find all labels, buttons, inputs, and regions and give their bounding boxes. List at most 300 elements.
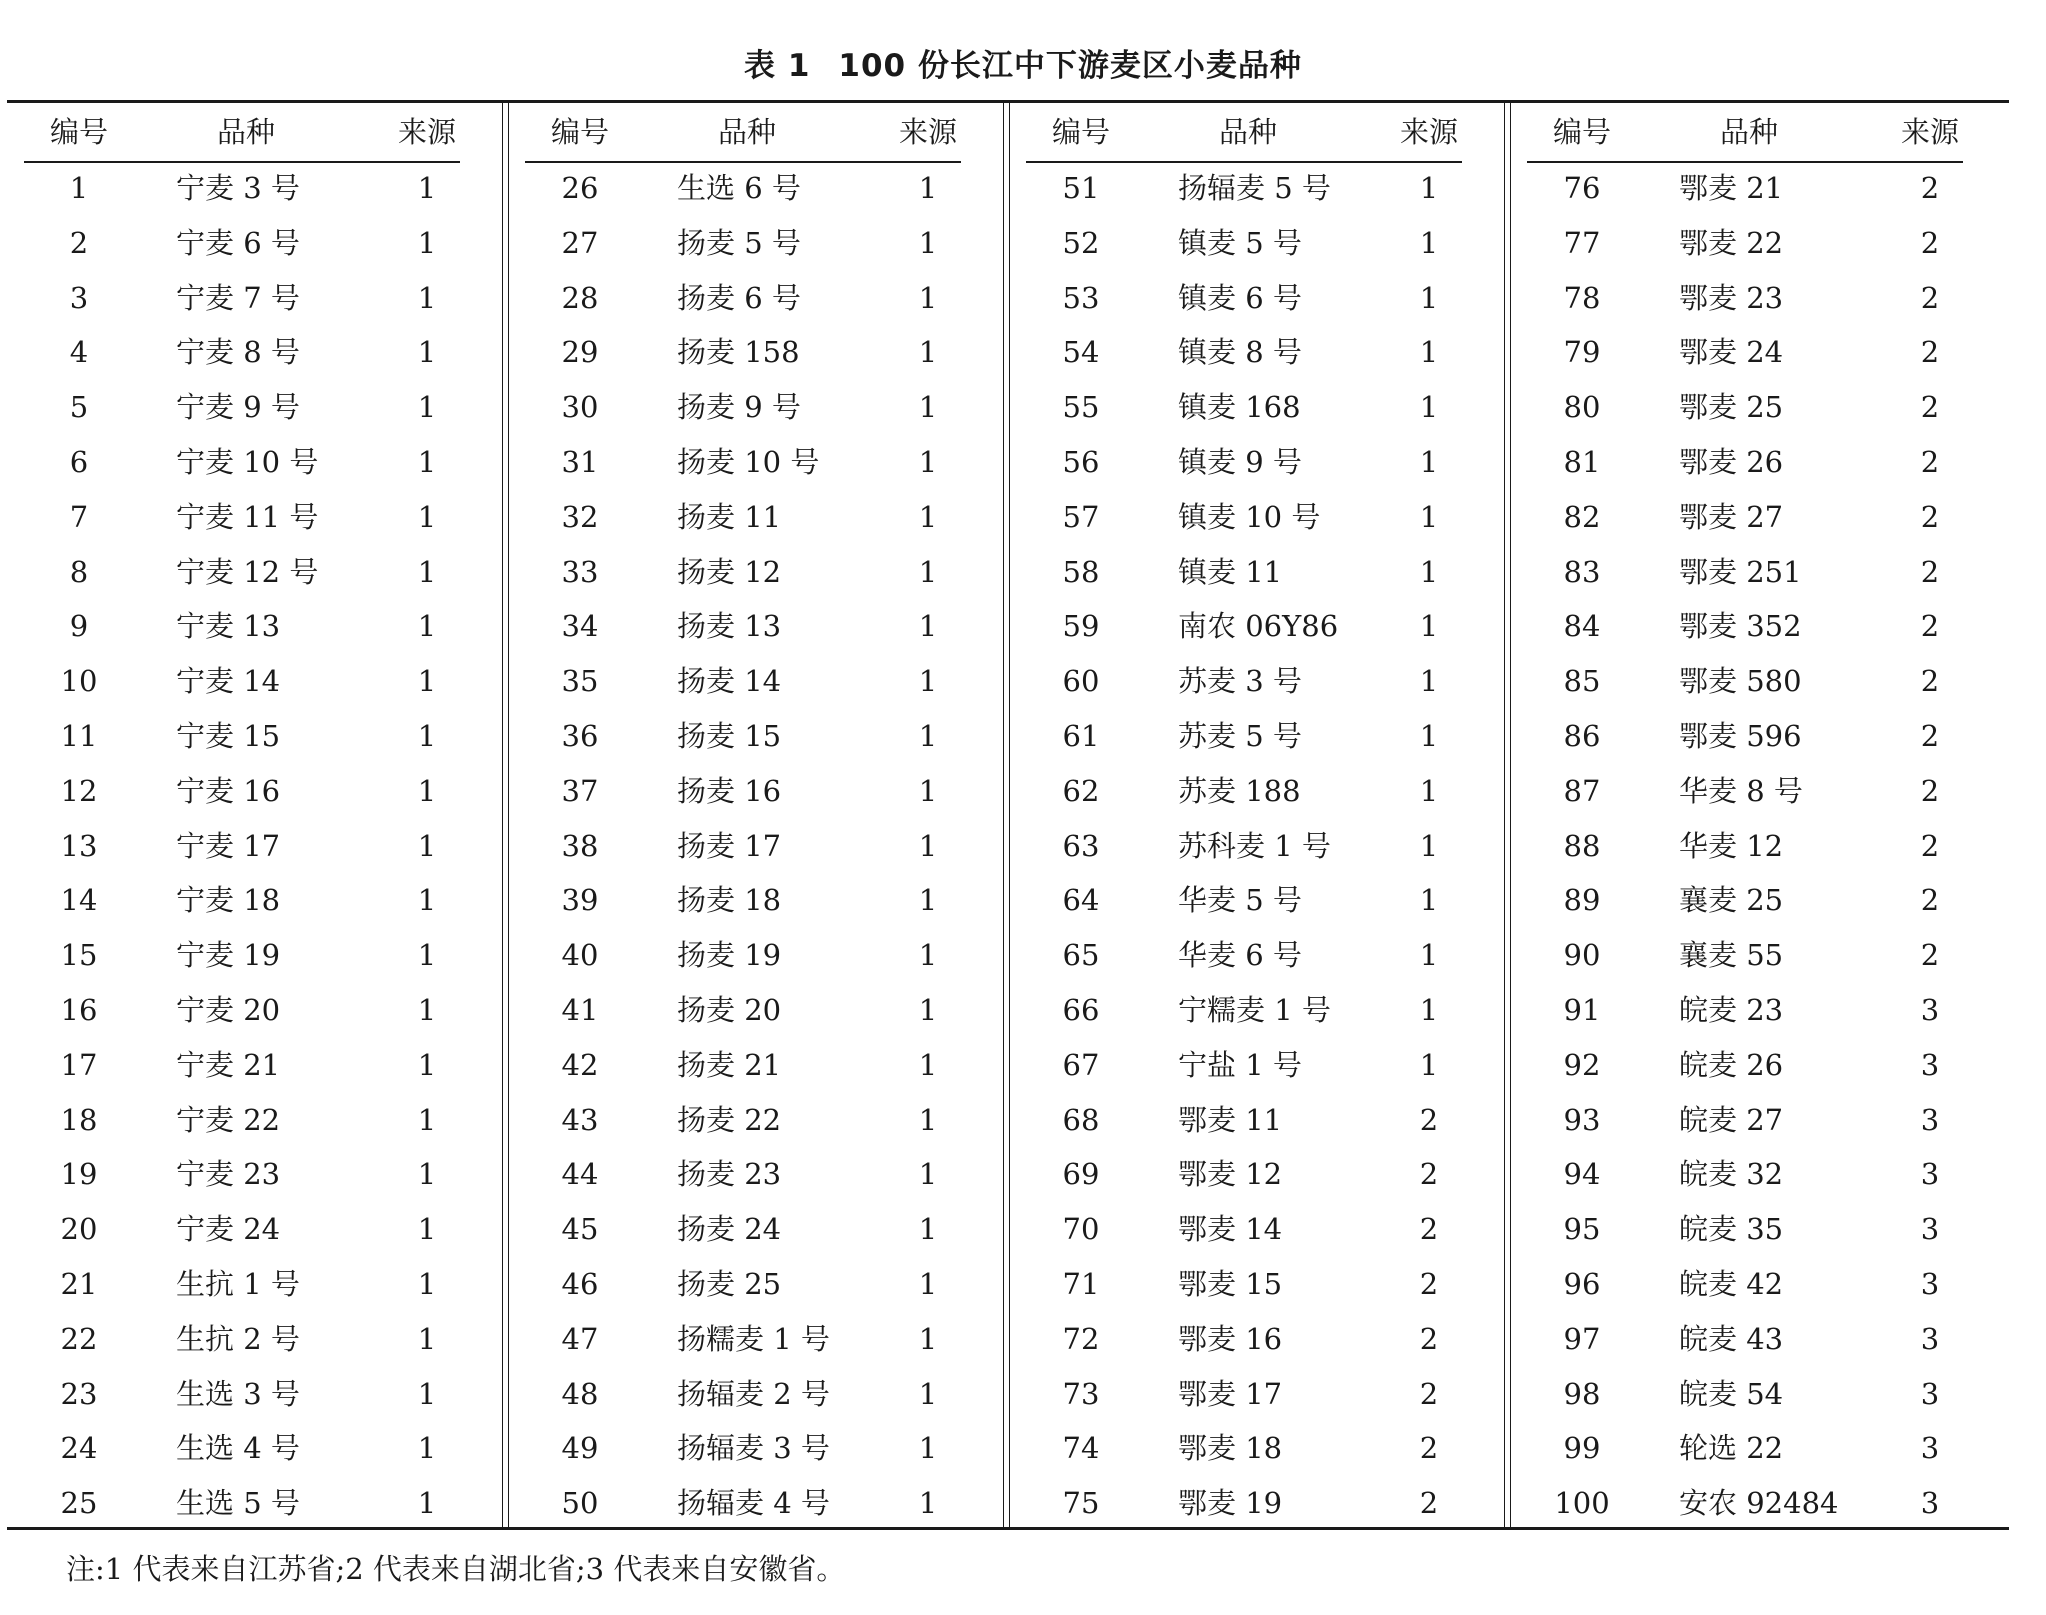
cell-source: 3 [1920, 1212, 1940, 1247]
cell-source: 1 [417, 609, 437, 644]
cell-source: 1 [918, 390, 938, 425]
cell-variety: 生抗 2 号 [176, 1321, 300, 1356]
table-row [1510, 161, 1980, 216]
table-row [508, 1147, 978, 1202]
cell-variety: 镇麦 9 号 [1178, 445, 1302, 479]
header-id: 编号 [1051, 115, 1110, 149]
cell-id: 32 [561, 499, 599, 534]
cell-source: 1 [417, 1321, 437, 1356]
cell-id: 87 [1563, 773, 1601, 808]
table-row [1510, 545, 1980, 600]
table-row [1009, 1421, 1479, 1476]
cell-variety: 鄂麦 17 [1178, 1376, 1283, 1411]
cell-variety: 生选 6 号 [677, 171, 801, 205]
cell-source: 1 [417, 1102, 437, 1137]
cell-id: 60 [1062, 664, 1100, 699]
cell-id: 98 [1563, 1376, 1601, 1411]
cell-source: 1 [918, 1047, 938, 1082]
cell-id: 88 [1563, 828, 1601, 863]
cell-id: 78 [1563, 280, 1601, 315]
cell-id: 4 [69, 335, 89, 370]
cell-variety: 镇麦 5 号 [1178, 225, 1302, 260]
cell-variety: 镇麦 11 [1178, 554, 1283, 589]
table-row [7, 928, 477, 983]
cell-id: 13 [60, 828, 98, 863]
cell-source: 1 [417, 554, 437, 589]
table-row [1009, 654, 1479, 709]
cell-source: 2 [1920, 335, 1940, 370]
cell-source: 1 [417, 1376, 437, 1411]
cell-id: 39 [561, 883, 599, 918]
cell-variety: 扬麦 11 [677, 499, 782, 534]
cell-id: 84 [1563, 609, 1601, 644]
cell-source: 2 [1920, 773, 1940, 808]
cell-source: 3 [1920, 1047, 1940, 1082]
cell-source: 1 [918, 499, 938, 534]
cell-variety: 宁麦 11 号 [176, 499, 319, 534]
table-row [7, 654, 477, 709]
cell-id: 96 [1563, 1267, 1601, 1301]
cell-variety: 鄂麦 580 [1679, 664, 1802, 699]
cell-variety: 扬麦 9 号 [677, 390, 801, 425]
table-row [7, 161, 477, 216]
cell-id: 34 [561, 609, 599, 644]
cell-variety: 扬麦 14 [677, 664, 782, 699]
cell-source: 1 [918, 828, 938, 863]
table-row [1009, 1257, 1479, 1312]
table-row [7, 1367, 477, 1422]
cell-source: 3 [1920, 993, 1940, 1027]
cell-variety: 鄂麦 24 [1679, 335, 1784, 370]
table-row [1510, 1257, 1980, 1312]
header-name: 品种 [1218, 115, 1277, 149]
cell-variety: 鄂麦 19 [1178, 1486, 1283, 1521]
cell-source: 1 [918, 1157, 938, 1192]
cell-variety: 皖麦 23 [1679, 993, 1784, 1027]
cell-id: 79 [1563, 335, 1601, 370]
cell-source: 2 [1419, 1157, 1439, 1192]
table-row [1510, 380, 1980, 435]
cell-source: 1 [918, 1321, 938, 1356]
table-row [1009, 1202, 1479, 1257]
cell-variety: 鄂麦 25 [1679, 390, 1784, 425]
cell-source: 1 [918, 609, 938, 644]
table-row [508, 1202, 978, 1257]
cell-id: 83 [1563, 554, 1601, 589]
cell-id: 45 [561, 1212, 599, 1247]
cell-id: 70 [1062, 1212, 1100, 1247]
table-row [508, 819, 978, 874]
cell-variety: 宁麦 9 号 [176, 390, 300, 425]
cell-variety: 苏麦 188 [1178, 773, 1301, 808]
cell-source: 2 [1920, 280, 1940, 315]
table-row [1009, 819, 1479, 874]
cell-source: 1 [1419, 225, 1439, 260]
cell-id: 93 [1563, 1102, 1601, 1137]
header-name: 品种 [1719, 115, 1778, 149]
cell-variety: 华麦 12 [1679, 828, 1784, 863]
cell-id: 64 [1062, 883, 1100, 918]
table-row [1009, 1038, 1479, 1093]
cell-variety: 扬麦 18 [677, 883, 782, 918]
table-row [508, 325, 978, 380]
cell-source: 3 [1920, 1157, 1940, 1192]
cell-id: 37 [561, 773, 599, 808]
cell-variety: 宁麦 18 [176, 883, 281, 918]
cell-source: 2 [1419, 1212, 1439, 1247]
cell-variety: 扬辐麦 2 号 [677, 1376, 830, 1411]
cell-variety: 苏麦 5 号 [1178, 719, 1302, 753]
header-id: 编号 [1552, 115, 1611, 149]
cell-source: 2 [1920, 828, 1940, 863]
table-row [1009, 928, 1479, 983]
table-row [1510, 1093, 1980, 1148]
table-column-group [7, 103, 477, 1527]
cell-id: 62 [1062, 773, 1100, 808]
table-row [1510, 873, 1980, 928]
cell-id: 36 [561, 719, 599, 753]
cell-source: 1 [1419, 445, 1439, 479]
cell-id: 29 [561, 335, 599, 370]
cell-source: 2 [1920, 390, 1940, 425]
cell-source: 2 [1419, 1486, 1439, 1521]
table-row [1510, 654, 1980, 709]
cell-source: 3 [1920, 1376, 1940, 1411]
header-id: 编号 [49, 115, 108, 149]
table-row [1009, 545, 1479, 600]
cell-variety: 皖麦 35 [1679, 1212, 1784, 1247]
table-row [1510, 1421, 1980, 1476]
cell-variety: 扬麦 19 [677, 938, 782, 973]
table-note: 注:1 代表来自江苏省;2 代表来自湖北省;3 代表来自安徽省。 [66, 1552, 846, 1586]
cell-source: 1 [417, 171, 437, 205]
table-row [508, 1038, 978, 1093]
cell-source: 1 [417, 390, 437, 425]
cell-source: 1 [417, 1157, 437, 1192]
table-caption [0, 40, 2046, 85]
table-row [508, 1093, 978, 1148]
table-row [1510, 928, 1980, 983]
cell-variety: 鄂麦 352 [1679, 609, 1802, 644]
cell-variety: 华麦 6 号 [1178, 938, 1302, 973]
table-row [1510, 983, 1980, 1038]
cell-id: 56 [1062, 445, 1100, 479]
table-row [1009, 1367, 1479, 1422]
cell-variety: 宁麦 21 [176, 1047, 281, 1082]
table-row [1009, 435, 1479, 490]
cell-source: 1 [1419, 883, 1439, 918]
cell-source: 3 [1920, 1486, 1940, 1521]
cell-source: 1 [1419, 609, 1439, 644]
table-caption-title: 100 份长江中下游麦区小麦品种 [838, 48, 1302, 84]
cell-id: 77 [1563, 225, 1601, 260]
cell-variety: 鄂麦 596 [1679, 719, 1802, 753]
cell-source: 1 [918, 993, 938, 1027]
table-row [7, 1312, 477, 1367]
cell-id: 52 [1062, 225, 1100, 260]
cell-variety: 宁盐 1 号 [1178, 1047, 1302, 1082]
table-row [7, 1202, 477, 1257]
cell-id: 5 [69, 390, 89, 425]
cell-id: 41 [561, 993, 599, 1027]
table-row [508, 490, 978, 545]
cell-id: 72 [1062, 1321, 1100, 1356]
cell-id: 59 [1062, 609, 1100, 644]
table-row [508, 1312, 978, 1367]
table-row [7, 709, 477, 764]
cell-variety: 皖麦 27 [1679, 1102, 1784, 1137]
table-row [508, 983, 978, 1038]
cell-variety: 扬麦 12 [677, 554, 782, 589]
cell-id: 66 [1062, 993, 1100, 1027]
cell-variety: 宁麦 7 号 [176, 280, 300, 315]
cell-id: 95 [1563, 1212, 1601, 1247]
cell-source: 1 [1419, 664, 1439, 699]
cell-variety: 扬辐麦 5 号 [1178, 171, 1331, 205]
cell-source: 1 [417, 499, 437, 534]
cell-source: 2 [1920, 664, 1940, 699]
cell-id: 97 [1563, 1321, 1601, 1356]
cell-source: 2 [1920, 499, 1940, 534]
cell-variety: 扬麦 21 [677, 1047, 782, 1082]
table-row [1510, 764, 1980, 819]
cell-id: 3 [69, 280, 89, 315]
cell-variety: 扬糯麦 1 号 [677, 1321, 830, 1356]
cell-source: 1 [1419, 280, 1439, 315]
table-row [7, 599, 477, 654]
cell-id: 30 [561, 390, 599, 425]
header-name: 品种 [216, 115, 275, 149]
cell-variety: 扬麦 16 [677, 773, 782, 808]
table-row [508, 435, 978, 490]
cell-source: 1 [417, 993, 437, 1027]
table-row [1009, 271, 1479, 326]
header-source: 来源 [397, 115, 456, 149]
table-row [7, 325, 477, 380]
cell-id: 65 [1062, 938, 1100, 973]
cell-variety: 华麦 8 号 [1679, 773, 1803, 808]
cell-source: 3 [1920, 1102, 1940, 1137]
cell-id: 11 [60, 719, 98, 753]
cell-source: 2 [1920, 883, 1940, 918]
cell-variety: 皖麦 42 [1679, 1267, 1784, 1301]
cell-id: 46 [561, 1267, 599, 1301]
cell-id: 15 [60, 938, 98, 973]
cell-source: 2 [1920, 554, 1940, 589]
cell-variety: 宁麦 3 号 [176, 171, 300, 205]
cell-variety: 鄂麦 251 [1679, 554, 1802, 589]
cell-variety: 鄂麦 21 [1679, 171, 1784, 205]
table-row [508, 1367, 978, 1422]
table-row [7, 1476, 477, 1531]
cell-id: 81 [1563, 445, 1601, 479]
cell-source: 3 [1920, 1321, 1940, 1356]
cell-variety: 扬麦 158 [677, 335, 800, 370]
cell-id: 31 [561, 445, 599, 479]
cell-id: 20 [60, 1212, 98, 1247]
cell-variety: 镇麦 10 号 [1178, 499, 1321, 534]
table-row [1510, 216, 1980, 271]
cell-variety: 镇麦 8 号 [1178, 335, 1302, 370]
table-row [1510, 1312, 1980, 1367]
cell-variety: 宁麦 19 [176, 938, 281, 973]
table-row [7, 1147, 477, 1202]
table-row [508, 1421, 978, 1476]
cell-variety: 扬辐麦 3 号 [677, 1431, 830, 1466]
cell-variety: 扬麦 15 [677, 719, 782, 753]
cell-id: 27 [561, 225, 599, 260]
cell-variety: 苏科麦 1 号 [1178, 828, 1331, 863]
cell-id: 80 [1563, 390, 1601, 425]
cell-variety: 安农 92484 [1679, 1486, 1839, 1521]
cell-source: 2 [1419, 1102, 1439, 1137]
cell-variety: 生抗 1 号 [176, 1267, 300, 1301]
cell-source: 2 [1419, 1376, 1439, 1411]
table-row [1009, 1312, 1479, 1367]
table-row [1009, 873, 1479, 928]
table-row [508, 709, 978, 764]
table-row [1009, 161, 1479, 216]
cell-variety: 镇麦 168 [1178, 390, 1301, 425]
table-row [1510, 1367, 1980, 1422]
table-row [7, 1093, 477, 1148]
cell-id: 48 [561, 1376, 599, 1411]
table-column-group [1009, 103, 1479, 1527]
table-row [1510, 1476, 1980, 1531]
table-row [7, 545, 477, 600]
cell-variety: 宁麦 20 [176, 993, 281, 1027]
table-row [7, 819, 477, 874]
cell-id: 57 [1062, 499, 1100, 534]
cell-id: 49 [561, 1431, 599, 1466]
cell-id: 76 [1563, 171, 1601, 205]
cell-variety: 宁糯麦 1 号 [1178, 993, 1331, 1027]
cell-source: 1 [1419, 938, 1439, 973]
cell-source: 1 [918, 1212, 938, 1247]
table-row [7, 764, 477, 819]
cell-variety: 宁麦 13 [176, 609, 281, 644]
cell-variety: 扬麦 5 号 [677, 225, 801, 260]
cell-variety: 宁麦 23 [176, 1157, 281, 1192]
table-row [508, 1476, 978, 1531]
cell-source: 1 [1419, 1047, 1439, 1082]
table-header-row [508, 103, 978, 161]
cell-variety: 生选 5 号 [176, 1486, 300, 1521]
cell-id: 18 [60, 1102, 98, 1137]
cell-variety: 扬麦 22 [677, 1102, 782, 1137]
cell-id: 25 [60, 1486, 98, 1521]
cell-variety: 宁麦 14 [176, 664, 281, 699]
cell-source: 1 [417, 773, 437, 808]
cell-id: 9 [69, 609, 89, 644]
cell-id: 6 [69, 445, 89, 479]
table-row [1510, 599, 1980, 654]
cell-source: 1 [417, 335, 437, 370]
cell-id: 55 [1062, 390, 1100, 425]
cell-source: 1 [417, 1486, 437, 1521]
cell-source: 1 [918, 773, 938, 808]
cell-id: 58 [1062, 554, 1100, 589]
cell-source: 1 [918, 554, 938, 589]
table-row [508, 873, 978, 928]
cell-variety: 宁麦 12 号 [176, 554, 319, 589]
table-row [508, 271, 978, 326]
cell-variety: 皖麦 43 [1679, 1321, 1784, 1356]
table-row [1510, 325, 1980, 380]
cell-variety: 扬麦 13 [677, 609, 782, 644]
cell-variety: 宁麦 16 [176, 773, 281, 808]
cell-id: 26 [561, 171, 599, 205]
cell-id: 19 [60, 1157, 98, 1192]
cell-source: 1 [1419, 171, 1439, 205]
table-row [7, 435, 477, 490]
cell-id: 17 [60, 1047, 98, 1082]
cell-variety: 生选 4 号 [176, 1431, 300, 1466]
cell-source: 2 [1419, 1321, 1439, 1356]
cell-variety: 鄂麦 27 [1679, 499, 1784, 534]
cell-id: 85 [1563, 664, 1601, 699]
cell-source: 3 [1920, 1267, 1940, 1301]
table-column-group [1510, 103, 1980, 1527]
cell-source: 2 [1920, 938, 1940, 973]
cell-variety: 宁麦 24 [176, 1212, 281, 1247]
cell-source: 1 [1419, 993, 1439, 1027]
table-row [508, 928, 978, 983]
cell-variety: 鄂麦 14 [1178, 1212, 1283, 1247]
cell-source: 1 [1419, 335, 1439, 370]
cell-variety: 宁麦 15 [176, 719, 281, 753]
cell-id: 1 [69, 171, 89, 205]
table-row [7, 216, 477, 271]
cell-source: 1 [918, 280, 938, 315]
cell-id: 28 [561, 280, 599, 315]
cell-source: 1 [1419, 390, 1439, 425]
table-row [508, 654, 978, 709]
cell-variety: 扬麦 6 号 [677, 280, 801, 315]
cell-variety: 扬麦 17 [677, 828, 782, 863]
cell-variety: 宁麦 8 号 [176, 335, 300, 370]
cell-id: 23 [60, 1376, 98, 1411]
header-name: 品种 [717, 115, 776, 149]
table-row [508, 764, 978, 819]
cell-source: 1 [1419, 554, 1439, 589]
cell-source: 1 [1419, 828, 1439, 863]
cell-id: 14 [60, 883, 98, 918]
table-row [7, 1421, 477, 1476]
cell-variety: 皖麦 32 [1679, 1157, 1784, 1192]
cell-id: 50 [561, 1486, 599, 1521]
cell-variety: 扬麦 23 [677, 1157, 782, 1192]
cell-variety: 苏麦 3 号 [1178, 664, 1302, 699]
table-row [1009, 490, 1479, 545]
cell-id: 99 [1563, 1431, 1601, 1466]
cell-id: 75 [1062, 1486, 1100, 1521]
cell-source: 1 [918, 883, 938, 918]
table-row [1009, 1476, 1479, 1531]
cell-source: 1 [918, 719, 938, 753]
cell-id: 73 [1062, 1376, 1100, 1411]
cell-source: 1 [417, 1431, 437, 1466]
cell-source: 2 [1419, 1431, 1439, 1466]
table-row [1009, 325, 1479, 380]
cell-id: 92 [1563, 1047, 1601, 1082]
cell-variety: 鄂麦 12 [1178, 1157, 1283, 1192]
cell-source: 1 [918, 171, 938, 205]
cell-variety: 鄂麦 16 [1178, 1321, 1283, 1356]
cell-source: 2 [1920, 225, 1940, 260]
table-row [7, 873, 477, 928]
cell-source: 1 [417, 1212, 437, 1247]
